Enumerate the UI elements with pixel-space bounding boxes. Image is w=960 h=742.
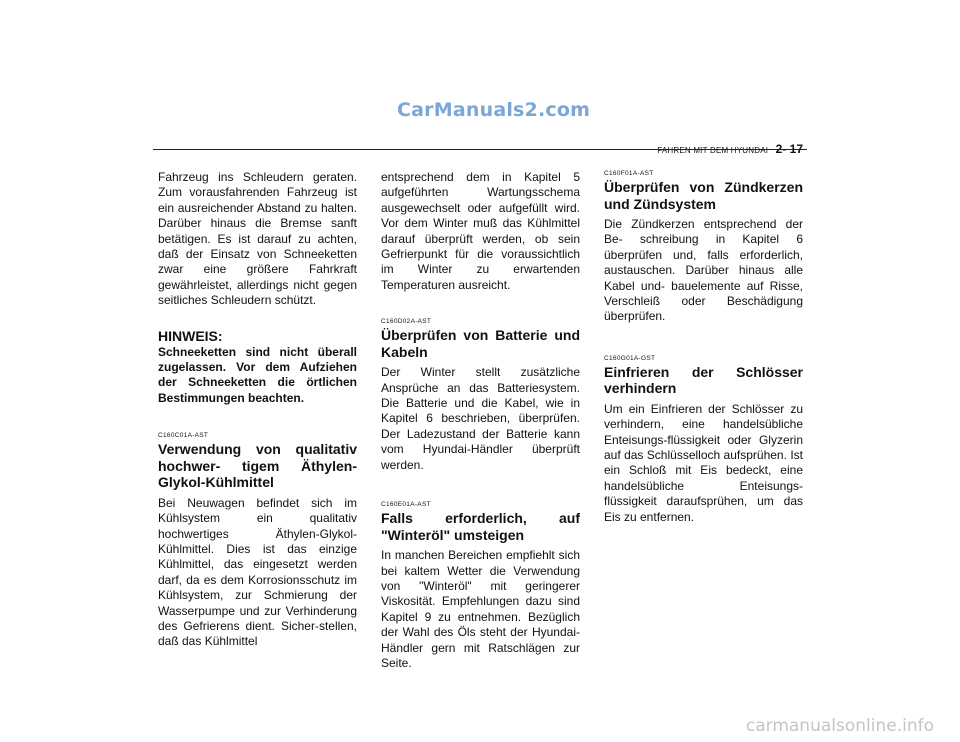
section-body: Die Zündkerzen entsprechend der Be- schreibung in Kapitel 6 überprüfen und, falls erforderlich, austauschen. Darüber hinaus alle Kabel und- bauelemente auf Risse, Verschleiß oder Beschädigung überprüfen. <box>604 217 803 324</box>
column-1 <box>158 170 357 650</box>
column-3 <box>604 170 803 525</box>
section-code: C160F01A-AST <box>604 170 654 177</box>
carmanualsonline-watermark[interactable]: carmanualsonline.info <box>745 716 934 736</box>
section-heading: Überprüfen von Batterie und Kabeln <box>381 327 580 360</box>
column-2 <box>381 170 580 671</box>
section-heading: Einfrieren der Schlösser verhindern <box>604 363 803 397</box>
section-body: Bei Neuwagen befindet sich im Kühlsystem ein qualitativ hochwertiges Äthylen-Glykol-Kühlmittel. Dies ist das einzige Kühlmittel, das eingesetzt werden darf, da es dem Korrosionsschutz im Kühlsystem, zur Schmierung der Wasserpumpe und zur Verhinderung des Gefrierens dient. Sicher-stellen, daß das Kühlmittel <box>158 495 357 649</box>
chapter-title: FAHREN MIT DEM HYUNDAI <box>657 146 769 155</box>
section-body: Der Winter stellt zusätzliche Ansprüche an das Batteriesystem. Die Batterie und die Kabel, wie in Kapitel 6 beschrieben, überprüfen. Der Ladezustand der Batterie kann vom Hyundai-Händler überprüft werden. <box>381 365 580 472</box>
section-code: C160C01A-AST <box>158 432 209 440</box>
page-number: 2- 17 <box>775 142 803 156</box>
note-title: HINWEIS: <box>158 327 223 344</box>
section-body: Um ein Einfrieren der Schlösser zu verhindern, eine handelsübliche Enteisungs-flüssigkeit oder Glyzerin auf das Schlüsselloch aufsprühen. Ist ein Schloß mit Eis bedeckt, eine handelsübliche Enteisungs-flüssigkeit daraufsprühen, um das Eis zu entfernen. <box>604 401 803 524</box>
carmanuals-watermark[interactable]: CarManuals2.com <box>397 99 591 121</box>
note-body: Schneeketten sind nicht überall zugelassen. Vor dem Aufziehen der Schneeketten die örtlichen Bestimmungen beachten. <box>158 344 357 405</box>
section-code: C160G01A-GST <box>604 354 656 362</box>
section-code: C160D02A-AST <box>381 318 432 326</box>
header-rule <box>153 149 807 150</box>
col1-intro: Fahrzeug ins Schleudern geraten. Zum vorausfahrenden Fahrzeug ist ein ausreichender Abstand zu halten. Darüber hinaus die Bremse sanft betätigen. Es ist darauf zu achten, daß der Einsatz von Schneeketten zwar eine größere Fahrkraft gewährleistet, allerdings nicht gegen seitliches Schleudern schützt. <box>158 170 357 308</box>
section-body: In manchen Bereichen empfiehlt sich bei kaltem Wetter die Verwendung von "Winteröl" mit geringerer Viskosität. Empfehlungen dazu sind Kapitel 9 zu entnehmen. Bezüglich der Wahl des Öls steht der Hyundai-Händler gern mit Ratschlägen zur Seite. <box>381 548 580 670</box>
section-heading: Überprüfen von Zündkerzen und Zündsystem <box>604 179 803 212</box>
section-code: C160E01A-AST <box>381 501 431 509</box>
section-heading: Falls erforderlich, auf "Winteröl" umsteigen <box>381 510 580 543</box>
section-heading: Verwendung von qualitativ hochwer- tigem Äthylen-Glykol-Kühlmittel <box>158 441 357 491</box>
col2-intro: entsprechend dem in Kapitel 5 aufgeführten Wartungsschema ausgewechselt oder aufgefüllt wird. Vor dem Winter muß das Kühlmittel darauf überprüft werden, ob sein Gefrierpunkt für die voraussichtlich im Winter zu erwartenden Temperaturen ausreicht. <box>381 170 580 292</box>
